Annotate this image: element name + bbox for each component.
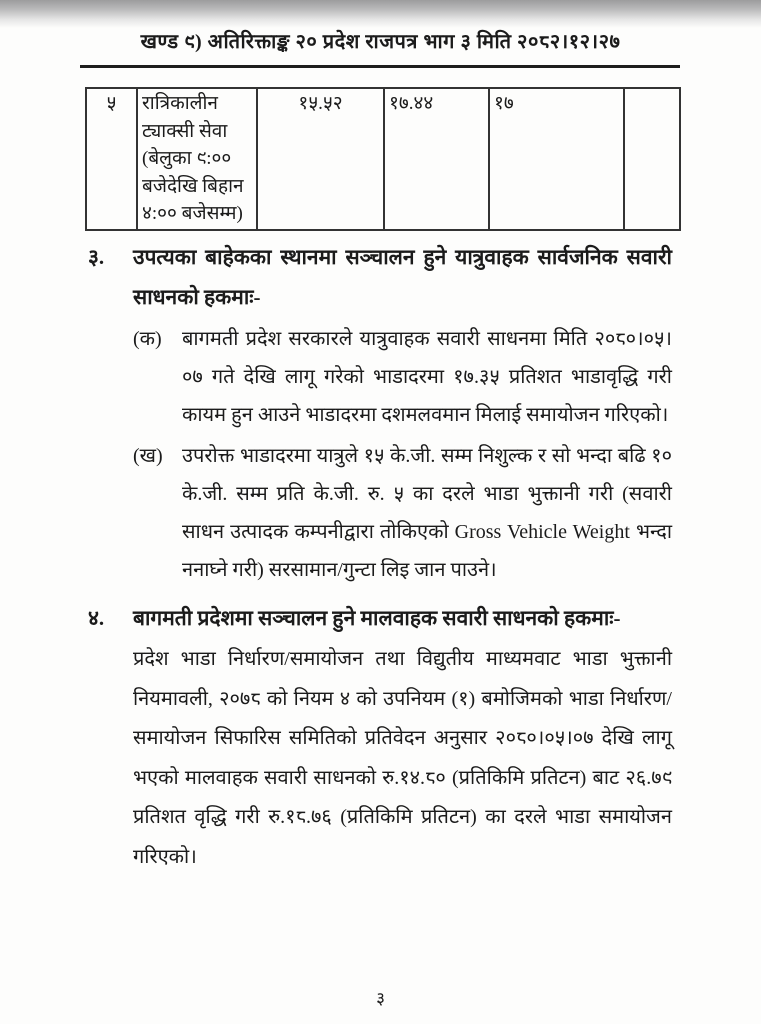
section-3-item-ka <box>133 320 672 434</box>
table-cell-service-description: रात्रिकालीन ट्याक्सी सेवा (बेलुका ९:०० बजेदेखि बिहान ४:०० बजेसम्म) <box>137 88 257 230</box>
section-3-item-kha <box>133 437 672 589</box>
document-body <box>88 237 672 877</box>
section-3-number: ३. <box>88 245 105 269</box>
section-4-heading-text: बागमती प्रदेशमा सञ्चालन हुने मालवाहक सवारी साधनको हकमाः- <box>133 606 621 630</box>
item-kha-label: (ख) <box>133 445 163 467</box>
section-4-body-paragraph: प्रदेश भाडा निर्धारण/समायोजन तथा विद्युतीय माध्यमवाट भाडा भुक्तानी नियमावली, २०७८ को नियम ४ को उपनियम (१) बमोजिमको भाडा निर्धारण/समायोजन सिफारिस समितिको प्रतिवेदन अनुसार २०८०।०५।०७ देखि लागू भएको मालवाहक सवारी साधनको रु.१४.८० (प्रतिकिमि प्रतिटन) बाट २६.७९ प्रतिशत वृद्धि गरी रु.१८.७६ (प्रतिकिमि प्रतिटन) का दरले भाडा समायोजन गरिएको। <box>133 648 672 868</box>
header-divider-rule <box>80 65 680 68</box>
section-3-heading-text: उपत्यका बाहेकका स्थानमा सञ्चालन हुने यात्रुवाहक सार्वजनिक सवारी साधनको हकमाः- <box>133 245 672 309</box>
item-ka-label: (क) <box>133 328 162 350</box>
section-4-heading <box>88 598 672 638</box>
table-cell-rate-1: १५.५२ <box>257 88 384 230</box>
fare-table <box>85 87 681 231</box>
table-cell-serial-number: ५ <box>86 88 137 230</box>
page-number: ३ <box>376 989 385 1008</box>
table-cell-empty <box>624 88 680 230</box>
section-3-heading <box>88 237 672 317</box>
photo-top-shade <box>0 0 761 28</box>
table-cell-rate-2: १७.४४ <box>384 88 489 230</box>
gazette-header-line: खण्ड ९) अतिरिक्ताङ्क २० प्रदेश राजपत्र भाग ३ मिति २०८२।१२।२७ <box>140 31 621 53</box>
section-4-number: ४. <box>88 606 105 630</box>
item-kha-text: उपरोक्त भाडादरमा यात्रुले १५ के.जी. सम्म निशुल्क र सो भन्दा बढि १० के.जी. सम्म प्रति के.जी. रु. ५ का दरले भाडा भुक्तानी गरी (सवारी साधन उत्पादक कम्पनीद्वारा तोकिएको Gross Vehicle Weight भन्दा ननाघ्ने गरी) सरसामान/गुन्टा लिइ जान पाउने। <box>182 445 672 581</box>
table-cell-rate-3: १७ <box>489 88 624 230</box>
table-row <box>86 88 680 230</box>
item-ka-text: बागमती प्रदेश सरकारले यात्रुवाहक सवारी साधनमा मिति २०८०।०५।०७ गते देखि लागू गरेको भाडादरमा १७.३५ प्रतिशत भाडावृद्धि गरी कायम हुन आउने भाडादरमा दशमलवमान मिलाई समायोजन गरिएको। <box>182 328 672 426</box>
